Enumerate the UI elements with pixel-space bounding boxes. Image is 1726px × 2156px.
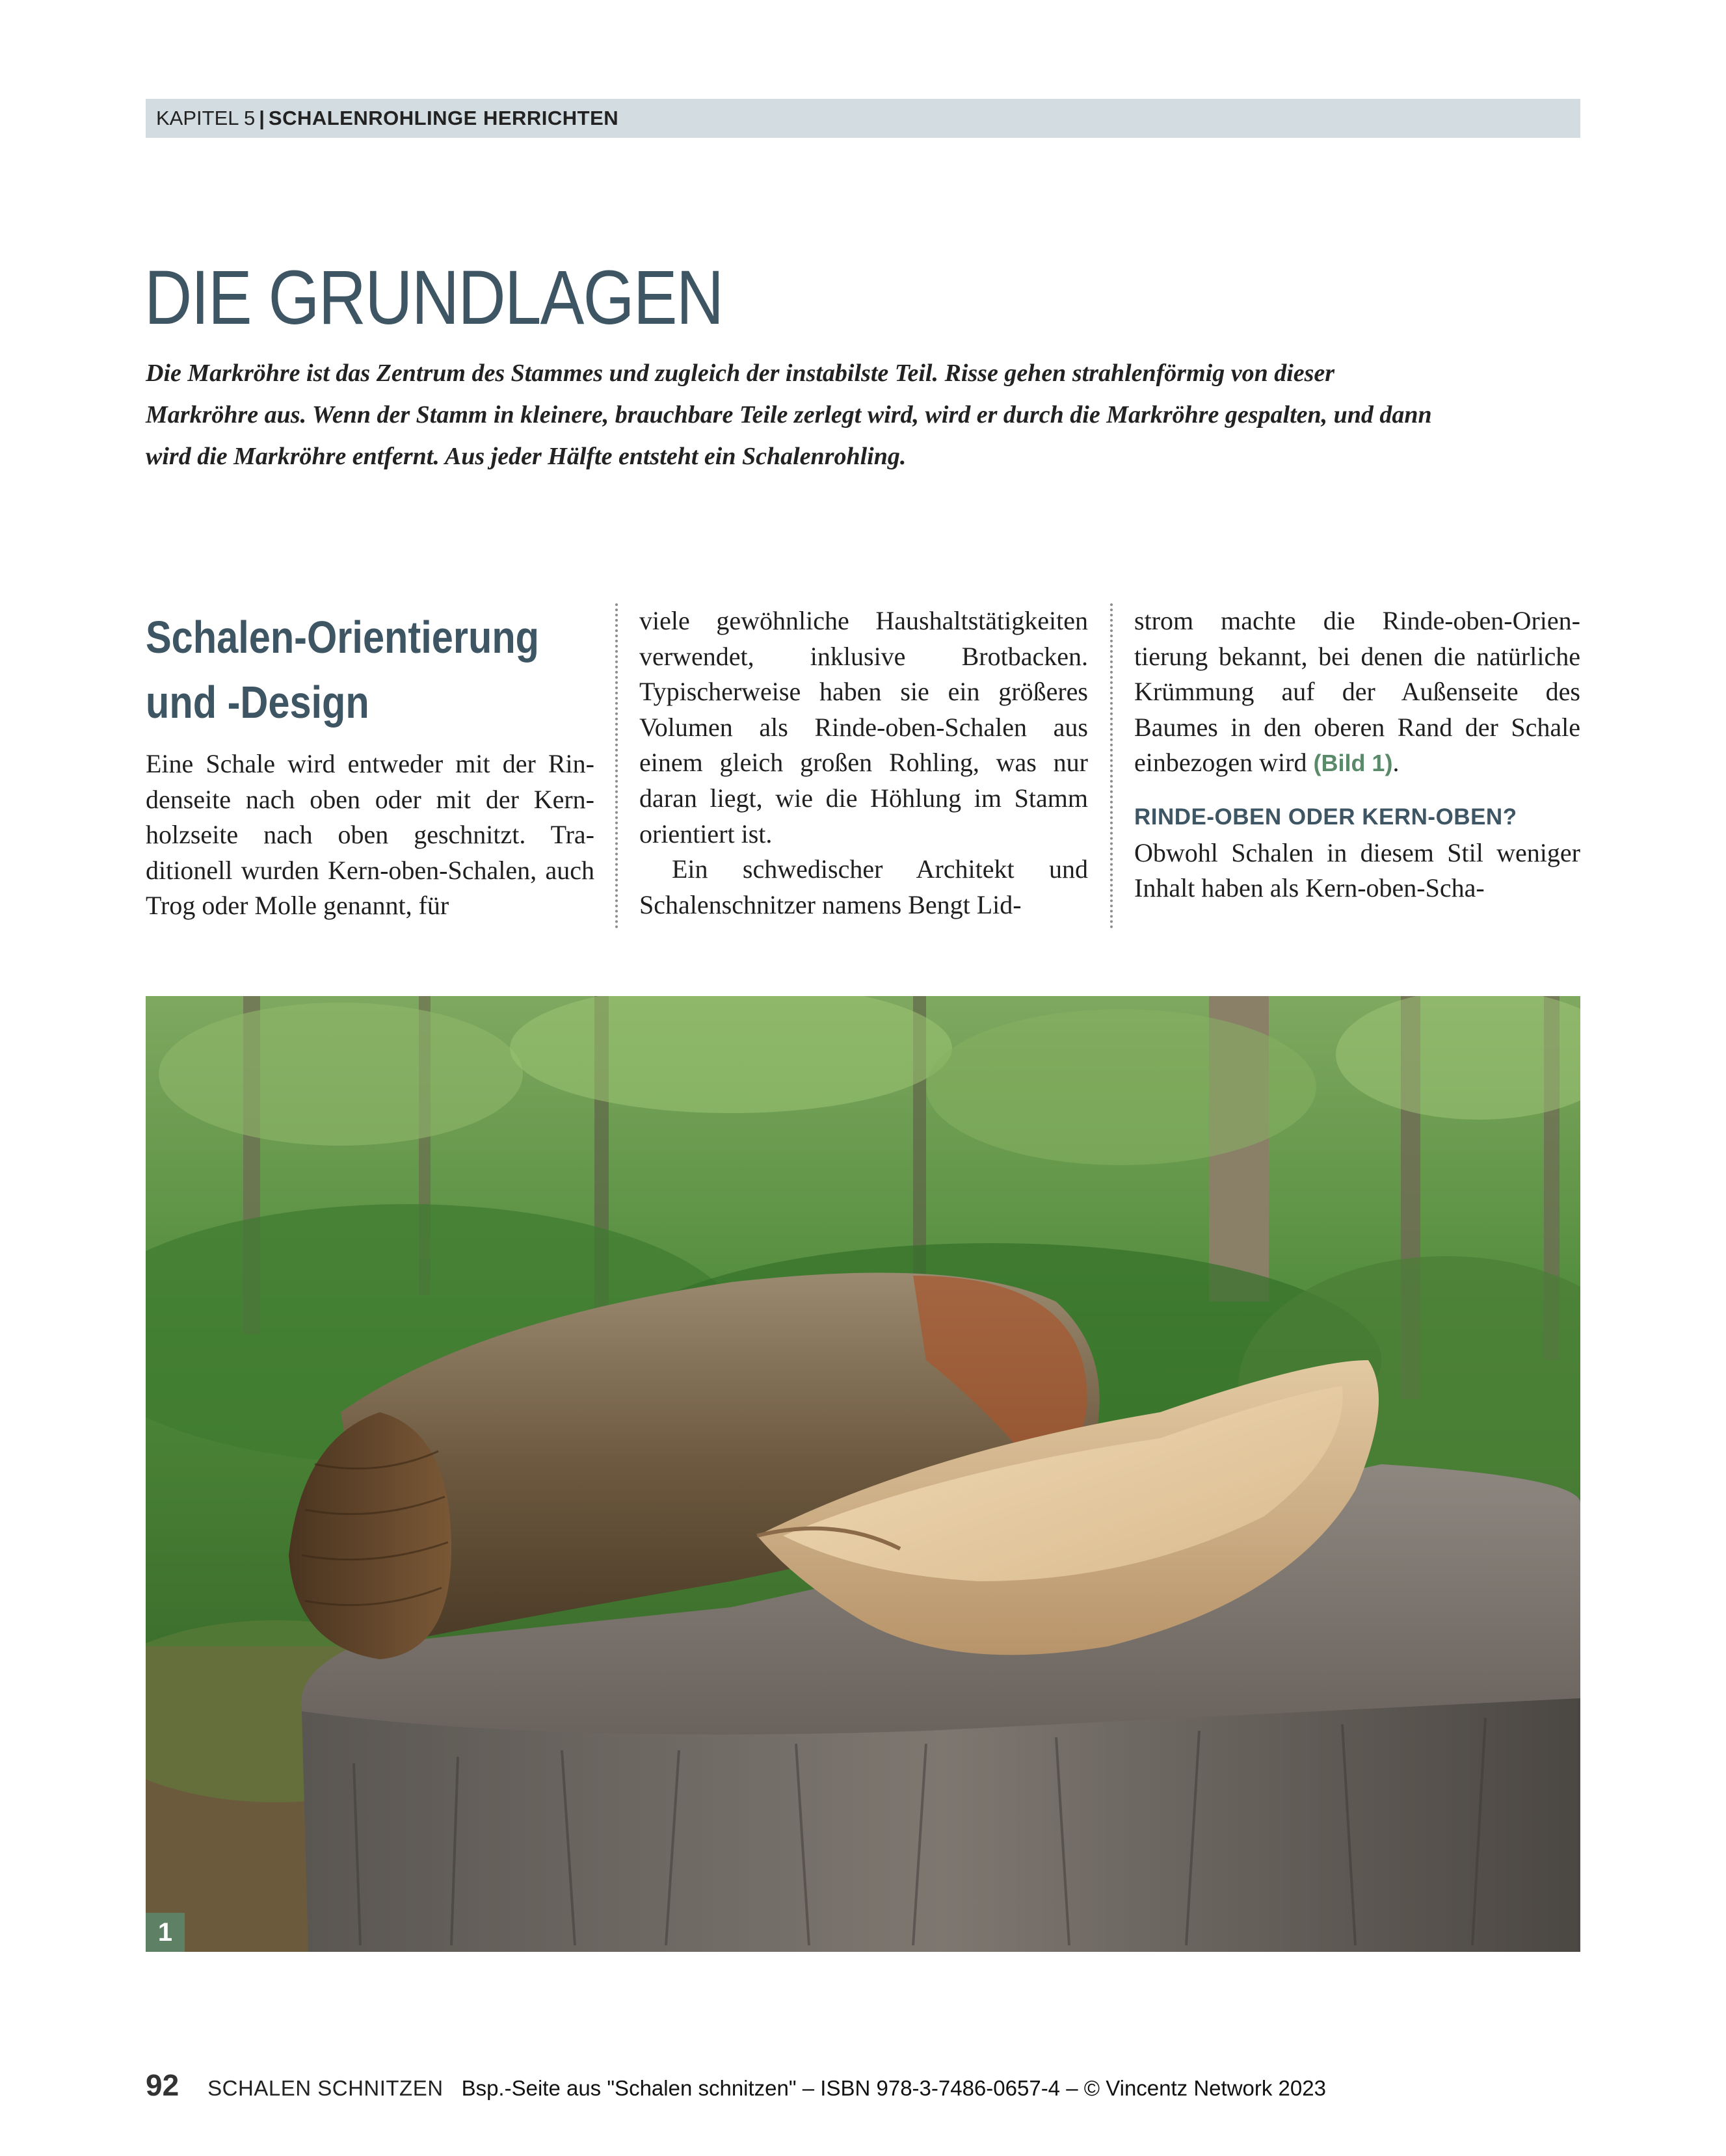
column2-paragraph-2: Ein schwedischer Architekt und Schalenschnitzer namens Bengt Lid- (639, 854, 1088, 919)
text-column-2 (639, 603, 1088, 923)
copyright-notice: Bsp.-Seite aus "Schalen schnitzen" – ISBN 978-3-7486-0657-4 – © Vincentz Network 2023 (461, 2076, 1326, 2100)
figure-reference: (Bild 1) (1313, 750, 1393, 777)
running-header (146, 99, 1580, 138)
figure-photo (146, 996, 1580, 1952)
text-column-1 (146, 746, 594, 924)
column-divider (1110, 603, 1113, 928)
figure-number-badge: 1 (146, 1913, 185, 1952)
header-separator: | (259, 107, 265, 129)
page-number: 92 (146, 2068, 179, 2102)
forest-bowl-illustration (146, 996, 1580, 1952)
book-title: SCHALEN SCHNITZEN (207, 2076, 444, 2100)
column3-subheading: RINDE-OBEN ODER KERN-OBEN? (1134, 804, 1517, 830)
column3-period: . (1392, 748, 1400, 778)
column3-text: strom machte die Rinde-oben-Orientierung bekannt, bei denen die natürliche Krümmung auf der Außenseite des Baumes in den oberen Rand der Schale einbezogen wird (1134, 606, 1580, 778)
column3-paragraph-1 (1134, 603, 1580, 782)
text-column-3 (1134, 603, 1580, 906)
section-heading-line1: Schalen-Orientierung (146, 612, 540, 663)
chapter-label: KAPITEL 5 (156, 107, 256, 129)
column-divider (615, 603, 618, 928)
section-heading (146, 605, 544, 735)
column1-paragraph: Eine Schale wird entweder mit der Rindenseite nach oben oder mit der Kernholzseite nach oben geschnitzt. Traditionell wurden Kern-oben-Schalen, auch Trog oder Molle genannt, für (146, 749, 594, 921)
column2-paragraph-1: viele gewöhnliche Haushaltstätigkeiten verwendet, inklusive Brotbacken. Typischerweise haben sie ein größeres Volumen als Rinde-oben-Schalen aus einem gleich großen Rohling, was nur daran liegt, wie die Höhlung im Stamm orientiert ist. (639, 606, 1088, 848)
section-heading-line2: und -Design (146, 677, 369, 728)
page-title: DIE GRUNDLAGEN (144, 255, 723, 341)
intro-paragraph: Die Markröhre ist das Zentrum des Stammes und zugleich der instabilste Teil. Risse gehen strahlenförmig von dieser Markröhre aus. Wenn der Stamm in kleinere, brauchbare Teile zerlegt wird, wird er durch die Markröhre gespalten, und dann wird die Markröhre entfernt. Aus jeder Hälfte entsteht ein Schalenrohling. (146, 360, 1432, 470)
section-label: SCHALENROHLINGE HERRICHTEN (268, 107, 619, 129)
page-footer (146, 2068, 1326, 2107)
column3-paragraph-2: Obwohl Schalen in diesem Stil weniger Inhalt haben als Kern-oben-Scha- (1134, 837, 1580, 903)
